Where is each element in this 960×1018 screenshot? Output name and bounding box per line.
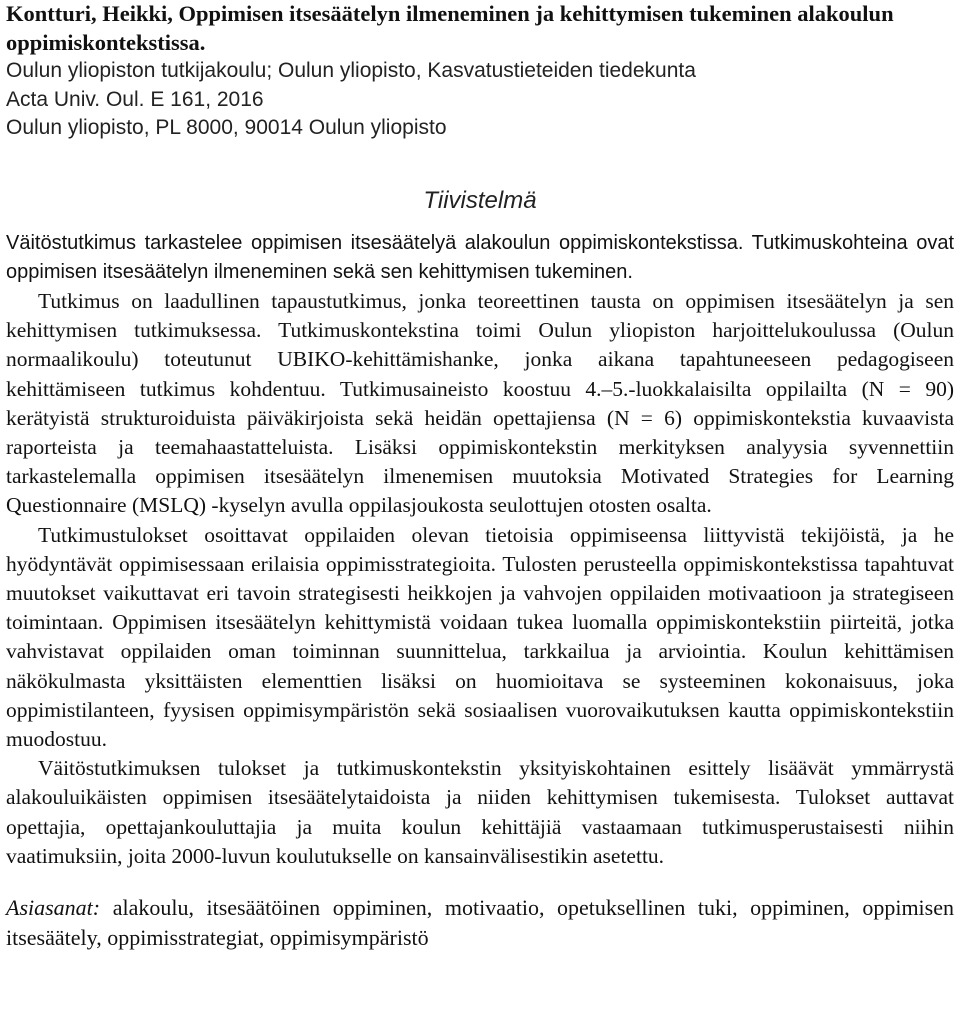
keywords-label: Asiasanat: xyxy=(6,894,101,920)
citation-title: Kontturi, Heikki, Oppimisen itsesäätelyn ilmeneminen ja kehittymisen tukeminen alakoulun oppimiskontekstissa. xyxy=(6,1,894,55)
abstract-paragraph: Tutkimus on laadullinen tapaustutkimus, jonka teoreettinen tausta on oppimisen itsesäätelyn ja sen kehittymisen tutkimuksessa. Tutkimuskontekstina toimi Oulun yliopiston harjoittelukoulussa (Oulun normaalikoulu) toteutunut UBIKO-kehittämishanke, jonka aikana tapahtuneeseen pedagogiseen kehittämiseen tutkimus kohdentuu. Tutkimusaineisto koostuu 4.–5.-luokkalaisilta oppilailta (N = 90) kerätyistä strukturoiduista päiväkirjoista sekä heidän opettajiensa (N = 6) oppimiskontekstia kuvaavista raporteista ja teemahaastatteluista. Lisäksi oppimiskontekstin merkityksen analyysia syvennettiin tarkastelemalla oppimisen itsesäätelyn ilmenemisen muutoksia Motivated Strategies for Learning Questionnaire (MSLQ) -kyselyn avulla oppilasjoukosta seulottujen otosten osalta. xyxy=(6,288,954,518)
abstract-heading: Tiivistelmä xyxy=(423,186,537,214)
keywords-text: alakoulu, itsesäätöinen oppiminen, motivaatio, opetuksellinen tuki, oppiminen, oppimisen itsesäätely, oppimisstrategiat, oppimisympäristö xyxy=(6,894,954,950)
address: Oulun yliopisto, PL 8000, 90014 Oulun yliopisto xyxy=(6,116,447,139)
abstract-paragraph: Väitöstutkimus tarkastelee oppimisen itsesäätelyä alakoulun oppimiskontekstissa. Tutkimuskohteina ovat oppimisen itsesäätelyn ilmeneminen sekä sen kehittymisen tukeminen. xyxy=(6,231,954,283)
series-info: Acta Univ. Oul. E 161, 2016 xyxy=(6,87,264,111)
abstract-body xyxy=(6,229,954,871)
institution: Oulun yliopiston tutkijakoulu; Oulun yliopisto, Kasvatustieteiden tiedekunta xyxy=(6,59,696,82)
keywords xyxy=(6,893,954,953)
abstract-paragraph: Väitöstutkimuksen tulokset ja tutkimuskontekstin yksityiskohtainen esittely lisäävät ymmärrystä alakouluikäisten oppimisen itsesäätelytaidoista ja niiden kehittymisen tukemisesta. Tulokset auttavat opettajia, opettajankouluttajia ja muita koulun kehittäjiä vastaamaan tutkimusperustaisesti niihin vaatimuksiin, joita 2000-luvun koulutukselle on kansainvälisestikin asetettu. xyxy=(6,756,954,868)
bibliographic-header xyxy=(6,0,954,143)
abstract-paragraph: Tutkimustulokset osoittavat oppilaiden olevan tietoisia oppimiseensa liittyvistä tekijöistä, ja he hyödyntävät oppimisessaan erilaisia oppimisstrategioita. Tulosten perusteella oppimiskontekstissa tapahtuvat muutokset vaikuttavat eri tavoin strategisesti heikkojen ja vahvojen oppilaiden motivaatioon ja strategiseen toimintaan. Oppimisen itsesäätelyn kehittymistä voidaan tukea luomalla oppimiskontekstiin piirteitä, jotka vahvistavat oppilaiden oman toiminnan suunnittelua, tarkkailua ja arviointia. Koulun kehittämisen näkökulmasta yksittäisten elementtien lisäksi on huomioitava se systeeminen kokonaisuus, joka oppimistilanteen, fyysisen oppimisympäristön sekä sosiaalisen vuorovaikutuksen kautta oppimiskontekstiin muodostuu. xyxy=(6,522,954,751)
